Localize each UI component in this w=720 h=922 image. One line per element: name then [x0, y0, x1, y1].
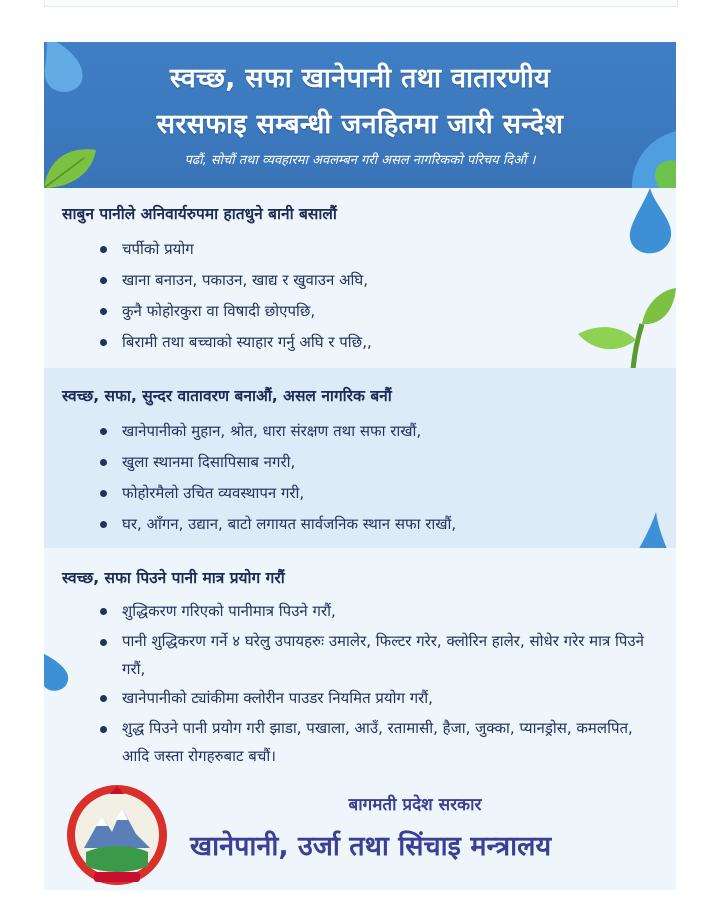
awareness-poster: [44, 42, 676, 890]
previous-card-edge: [44, 0, 678, 7]
bullet-list: [100, 596, 660, 770]
water-drop-icon: [44, 650, 72, 694]
list-item: खानेपानीको ट्यांकीमा क्लोरीन पाउडर नियमित प्रयोग गरौं,: [100, 683, 660, 714]
water-drop-icon: [610, 188, 676, 258]
bullet-list: [100, 416, 456, 540]
section-clean-environment: [44, 368, 676, 548]
list-item: खानेपानीको मुहान, श्रोत, धारा संरक्षण तथा सफा राखौं,: [100, 416, 456, 447]
ministry-name: खानेपानी, उर्जा तथा सिंचाइ मन्त्रालय: [190, 831, 552, 862]
government-name: बागमती प्रदेश सरकार: [348, 795, 482, 815]
bullet-list: [100, 234, 372, 358]
poster-header: [44, 42, 676, 188]
list-item: घर, आँगन, उद्यान, बाटो लगायत सार्वजनिक स्थान सफा राखौं,: [100, 509, 456, 540]
list-item: खाना बनाउन, पकाउन, खाद्य र खुवाउन अघि,: [100, 265, 372, 296]
section-handwashing: [44, 188, 676, 368]
poster-title-line2: सरसफाइ सम्बन्धी जनहितमा जारी सन्देश: [156, 109, 564, 140]
section-heading: स्वच्छ, सफा, सुन्दर वातावरण बनाऔं, असल नागरिक बनौं: [62, 387, 392, 405]
list-item: पानी शुद्धिकरण गर्ने ४ घरेलु उपायहरुः उमालेर, फिल्टर गरेर, क्लोरिन हालेर, सोधेर गरेर मात्र पिउने गरौं,: [100, 627, 660, 683]
poster-footer: [44, 774, 676, 890]
list-item: खुला स्थानमा दिसापिसाब नगरी,: [100, 447, 456, 478]
list-item: बिरामी तथा बच्चाको स्याहार गर्नु अघि र पछि,,: [100, 327, 372, 358]
list-item: शुद्ध पिउने पानी प्रयोग गरी झाडा, पखाला, आउँ, रतामासी, हैजा, जुक्का, प्यानड्रोस, कमलपित, आदि जस्ता रोगहरुबाट बचौं।: [100, 714, 660, 770]
poster-tagline: पढौं, सोचौं तथा व्यवहारमा अवलम्बन गरी असल नागरिकको परिचय दिऔं ।: [184, 153, 536, 168]
list-item: कुनै फोहोरकुरा वा विषादी छोएपछि,: [100, 296, 372, 327]
poster-title-line1: स्वच्छ, सफा खानेपानी तथा वातारणीय: [169, 63, 551, 94]
list-item: चर्पीको प्रयोग: [100, 234, 372, 265]
list-item: फोहोरमैलो उचित व्यवस्थापन गरी,: [100, 478, 456, 509]
section-drinking-water: [44, 548, 676, 774]
list-item: शुद्धिकरण गरिएको पानीमात्र पिउने गरौं,: [100, 596, 660, 627]
section-heading: साबुन पानीले अनिवार्यरुपमा हातधुने बानी बसालौं: [62, 205, 337, 223]
section-heading: स्वच्छ, सफा पिउने पानी मात्र प्रयोग गरौं: [62, 569, 285, 587]
